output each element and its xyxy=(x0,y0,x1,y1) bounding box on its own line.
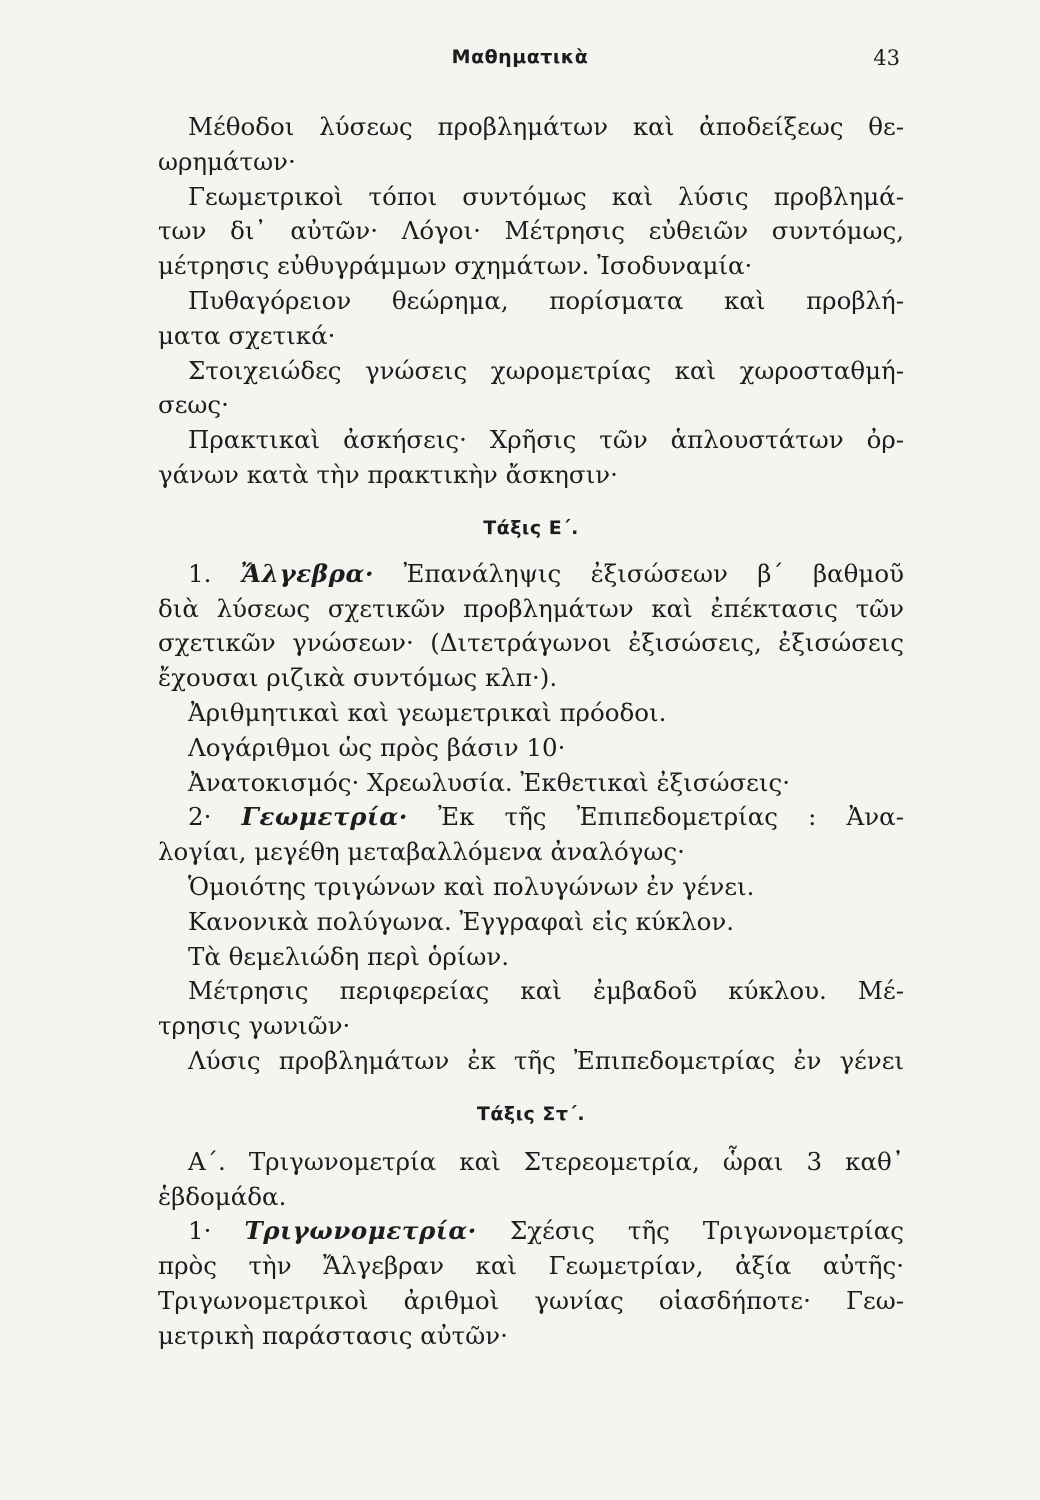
text-line: πρὸς τὴν Ἄλγεβραν καὶ Γεωμετρίαν, ἀξία αὐτῆς· xyxy=(158,1251,904,1281)
text-line: Στοιχειώδες γνώσεις χωρομετρίας καὶ χωροσταθμή- xyxy=(188,355,904,385)
text-line: γάνων κατὰ τὴν πρακτικὴν ἄσκησιν· xyxy=(158,459,618,489)
text-line: ἑβδομάδα. xyxy=(158,1181,287,1211)
text-line: διὰ λύσεως σχετικῶν προβλημάτων καὶ ἐπέκτασις τῶν xyxy=(158,593,904,623)
item-number: 1· xyxy=(188,1216,212,1246)
text-fragment: Ἐκ τῆς Ἐπιπεδομετρίας : Ἀνα- xyxy=(438,802,904,832)
section-heading-e: Τάξις Ε΄. xyxy=(483,516,579,539)
trigonometry-line xyxy=(158,1214,904,1249)
section-heading-st: Τάξις Στ΄. xyxy=(476,1102,586,1125)
text-line: Μέτρησις περιφερείας καὶ ἐμβαδοῦ κύκλου. Μέ- xyxy=(188,976,904,1006)
text-line: Λογάριθμοι ὡς πρὸς βάσιν 10· xyxy=(188,732,566,762)
text-line: ωρημάτων· xyxy=(158,146,296,176)
page-number: 43 xyxy=(873,46,900,70)
item-number: 2· xyxy=(188,802,212,832)
text-line: Ἀνατοκισμός· Χρεωλυσία. Ἐκθετικαὶ ἐξισώσεις· xyxy=(188,767,790,797)
text-line: μέτρησις εὐθυγράμμων σχημάτων. Ἰσοδυναμία· xyxy=(158,251,753,281)
text-fragment: Σχέσις τῆς Τριγωνομετρίας xyxy=(509,1216,904,1246)
text-line: ματα σχετικά· xyxy=(158,320,336,350)
text-line: Τὰ θεμελιώδη περὶ ὁρίων. xyxy=(188,941,510,971)
page-body xyxy=(158,110,904,1354)
text-line: Ὁμοιότης τριγώνων καὶ πολυγώνων ἐν γένει. xyxy=(188,871,755,901)
text-line: Πυθαγόρειον θεώρημα, πορίσματα καὶ προβλή- xyxy=(188,285,904,315)
algebra-line xyxy=(158,557,904,592)
text-line: των δι᾽ αὐτῶν· Λόγοι· Μέτρησις εὐθειῶν συντόμως, xyxy=(158,216,904,246)
text-line: Κανονικὰ πολύγωνα. Ἐγγραφαὶ εἰς κύκλον. xyxy=(188,906,735,936)
text-fragment: Ἐπανάληψις ἐξισώσεων β΄ βαθμοῦ xyxy=(403,558,905,588)
text-line: Μέθοδοι λύσεως προβλημάτων καὶ ἀποδείξεως θε- xyxy=(188,112,904,141)
text-line: Ἀριθμητικαὶ καὶ γεωμετρικαὶ πρόοδοι. xyxy=(188,697,667,727)
text-line: Λύσις προβλημάτων ἐκ τῆς Ἐπιπεδομετρίας ἐν γένει xyxy=(188,1045,904,1075)
text-line: σχετικῶν γνώσεων· (Διτετράγωνοι ἐξισώσεις, ἐξισώσεις xyxy=(158,628,904,658)
text-line: Α΄. Τριγωνομετρία καὶ Στερεομετρία, ὧραι 3 καθ᾽ xyxy=(188,1146,904,1176)
text-line: τρησις γωνιῶν· xyxy=(158,1011,351,1041)
geometry-line xyxy=(158,800,904,835)
item-number: 1. xyxy=(188,558,212,588)
text-line: Γεωμετρικοὶ τόποι συντόμως καὶ λύσις προβλημά- xyxy=(188,181,904,211)
trigonometry-title: Τριγωνομετρία· xyxy=(244,1216,477,1246)
text-line: σεως· xyxy=(158,390,229,420)
text-line: Τριγωνομετρικοὶ ἀριθμοὶ γωνίας οἱασδήποτε· Γεω- xyxy=(158,1285,904,1315)
text-line: μετρικὴ παράστασις αὐτῶν· xyxy=(158,1320,508,1350)
text-line: Πρακτικαὶ ἀσκήσεις· Χρῆσις τῶν ἁπλουστάτων ὀρ- xyxy=(188,425,904,455)
algebra-title: Ἄλγεβρα· xyxy=(240,558,375,588)
text-line: ἔχουσαι ριζικὰ συντόμως κλπ·). xyxy=(158,663,558,693)
page-header xyxy=(0,46,1040,76)
geometry-title: Γεωμετρία· xyxy=(241,802,409,832)
text-line: λογίαι, μεγέθη μεταβαλλόμενα ἀναλόγως· xyxy=(158,837,685,867)
running-title: Μαθηματικὰ xyxy=(451,46,589,68)
